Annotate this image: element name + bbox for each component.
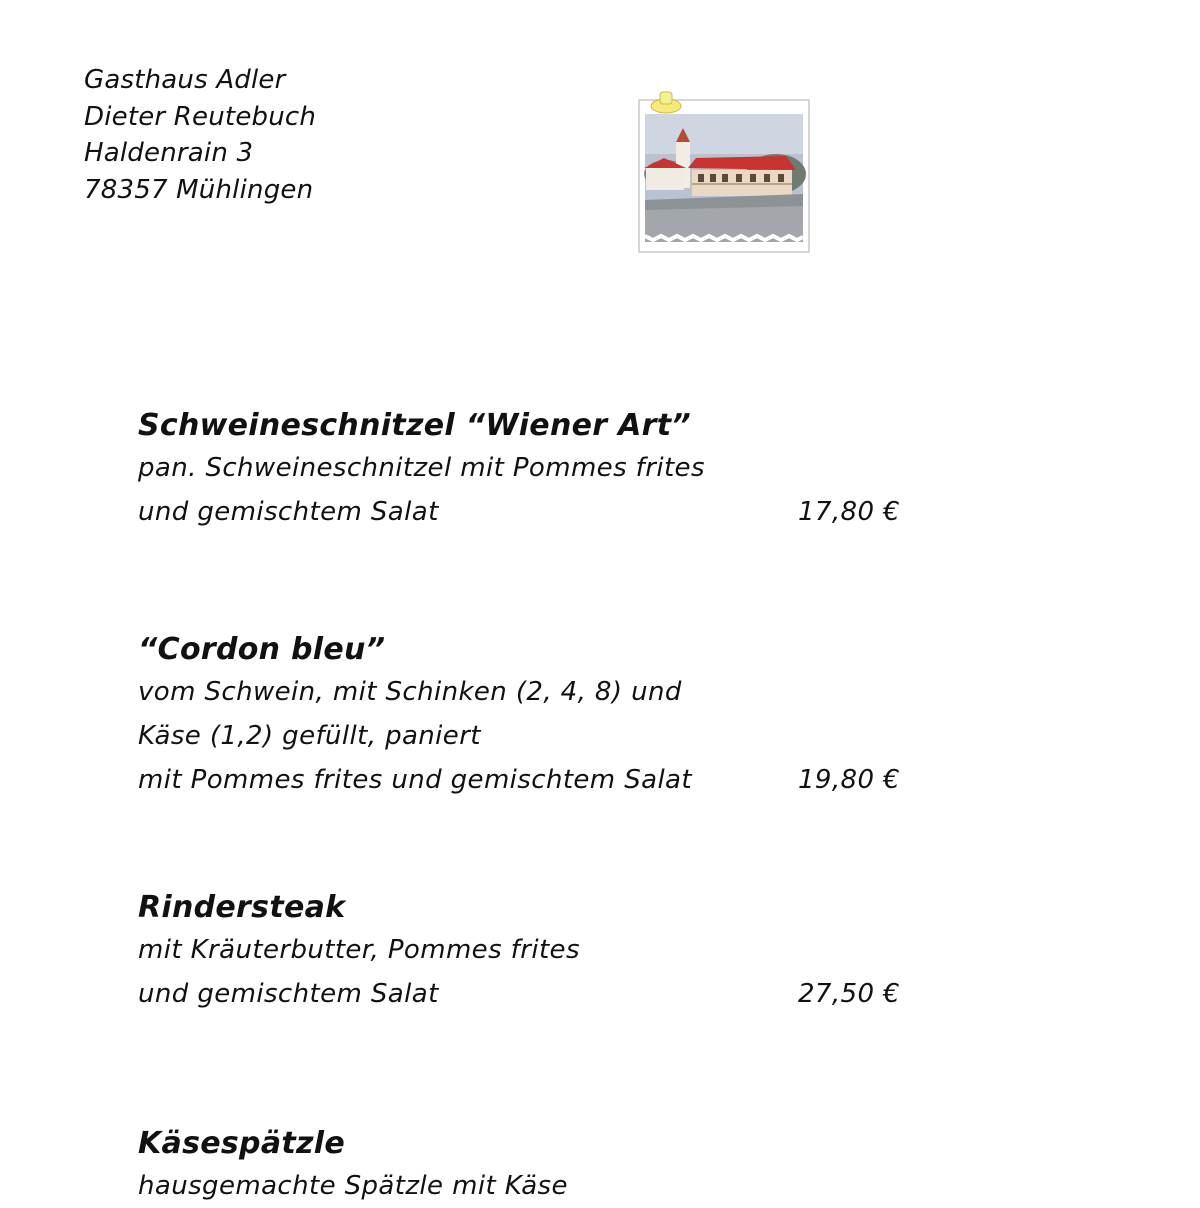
menu-item — [138, 888, 908, 1016]
owner-name: Dieter Reutebuch — [84, 101, 317, 132]
street-address: Haldenrain 3 — [84, 138, 254, 168]
dish-title: Rindersteak — [138, 890, 346, 925]
dish-price: 27,50 € — [797, 979, 900, 1009]
dish-description: hausgemachte Spätzle mit Käse — [138, 1171, 568, 1201]
menu-item — [138, 630, 908, 802]
dish-title: “Cordon bleu” — [138, 632, 386, 667]
dish-description-row — [138, 972, 908, 1016]
city-address: 78357 Mühlingen — [84, 174, 314, 205]
dish-description-row — [138, 758, 908, 802]
restaurant-name: Gasthaus Adler — [84, 65, 286, 95]
dish-price: 19,80 € — [797, 765, 900, 795]
pinned-painting-of-inn-icon — [636, 88, 812, 256]
dish-price: 17,80 € — [797, 497, 900, 527]
dish-description: vom Schwein, mit Schinken (2, 4, 8) und — [138, 677, 682, 707]
dish-description: mit Pommes frites und gemischtem Salat — [138, 765, 692, 795]
menu-item — [138, 406, 908, 534]
menu-item — [138, 1124, 908, 1208]
dish-description: und gemischtem Salat — [138, 979, 439, 1009]
dish-description: mit Kräuterbutter, Pommes frites — [138, 935, 580, 965]
dish-description-row — [138, 490, 908, 534]
dish-title: Schweineschnitzel “Wiener Art” — [138, 408, 691, 443]
address-block — [84, 62, 316, 208]
dish-description: Käse (1,2) gefüllt, paniert — [138, 721, 481, 751]
dish-title: Käsespätzle — [138, 1126, 346, 1161]
dish-description: pan. Schweineschnitzel mit Pommes frites — [138, 453, 705, 483]
dish-description: und gemischtem Salat — [138, 497, 439, 527]
